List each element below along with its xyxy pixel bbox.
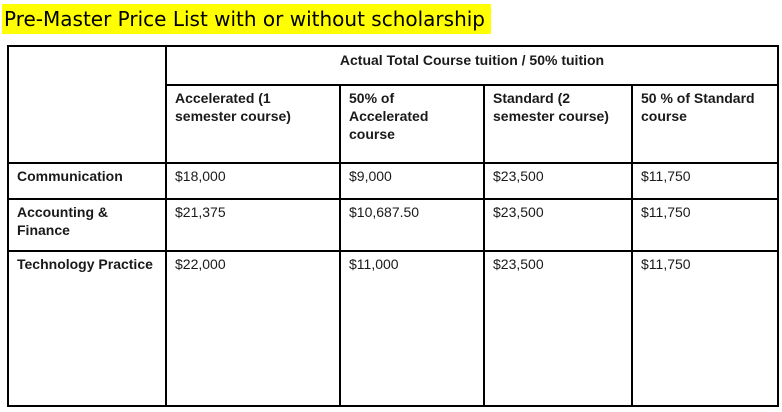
price-table [7,45,779,407]
row-label-communication: Communication [8,163,166,199]
table-cell: $18,000 [166,163,340,199]
row-label-technology-practice: Technology Practice [8,251,166,406]
table-cell: $11,750 [632,163,778,199]
title-highlight [2,4,491,34]
table-cell: $21,375 [166,199,340,251]
corner-cell [8,46,166,163]
column-header-accelerated: Accelerated (1 semester course) [166,85,340,163]
table-row [8,251,778,406]
group-header: Actual Total Course tuition / 50% tuition [166,46,778,85]
table-cell: $11,750 [632,199,778,251]
table-cell: $11,000 [340,251,484,406]
table-cell: $9,000 [340,163,484,199]
column-header-standard: Standard (2 semester course) [484,85,632,163]
table-cell: $23,500 [484,199,632,251]
table-row [8,199,778,251]
page-title: Pre-Master Price List with or without scholarship [4,7,485,31]
table-cell: $10,687.50 [340,199,484,251]
row-label-accounting-finance: Accounting & Finance [8,199,166,251]
table-cell: $23,500 [484,163,632,199]
group-header-row [8,46,778,85]
column-header-50-standard: 50 % of Standard course [632,85,778,163]
table-row [8,163,778,199]
table-cell: $11,750 [632,251,778,406]
table-cell: $23,500 [484,251,632,406]
column-header-50-accelerated: 50% of Accelerated course [340,85,484,163]
table-cell: $22,000 [166,251,340,406]
